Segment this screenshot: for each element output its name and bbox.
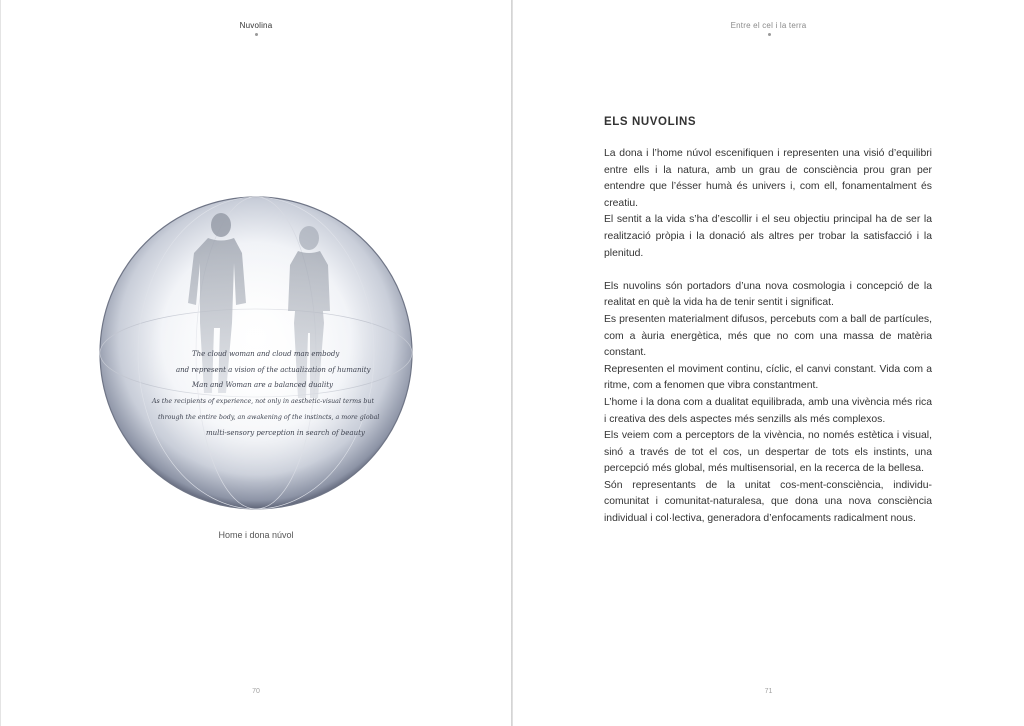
paragraph: Són representants de la unitat cos-ment-consciència, individu-comunitat i comunitat-naturalesa, que dona una nova consciència individual i col·lectiva, generadora d’enfocaments radicalment nous. [604, 479, 932, 525]
running-head-dot-right [768, 33, 771, 36]
page-number-right: 71 [764, 688, 773, 695]
running-head-dot-left [255, 33, 258, 36]
svg-text:through the entire body, an aw: through the entire body, an awakening of the instincts, a more global [158, 414, 380, 421]
paragraph: La dona i l’home núvol escenifiquen i representen una visió d’equilibri entre ells i la natura, amb un grau de consciència prou gran per entendre que l’ésser humà és univers i, com ell, fonamentalment és creatiu. [604, 148, 932, 209]
paragraph: El sentit a la vida s’ha d’escollir i el seu objectiu principal ha de ser la realització pròpia i la donació als altres per trobar la satisfacció i la plenitud. [604, 214, 932, 259]
sphere-svg [96, 193, 416, 513]
body-text [604, 146, 932, 528]
running-head-left: Nuvolina [239, 21, 273, 30]
figure-caption: Home i dona núvol [218, 530, 294, 540]
paragraph: L’home i la dona com a dualitat equilibrada, amb una vivència més rica i creativa des dels aspectes més senzills als més complexos. [604, 396, 932, 425]
sphere-illustration [96, 193, 416, 513]
paragraph: Els nuvolins són portadors d’una nova cosmologia i concepció de la realitat en què la vida ha de tenir sentit i significat. [604, 280, 932, 309]
svg-text:and represent a vision of the: and represent a vision of the actualization of humanity [176, 366, 371, 374]
running-head-right: Entre el cel i la terra [730, 21, 807, 30]
section-title: ELS NUVOLINS [604, 116, 697, 128]
svg-text:The cloud woman and cloud man: The cloud woman and cloud man embody [192, 350, 340, 358]
svg-text:As the recipients of experienc: As the recipients of experience, not only in aesthetic-visual terms but [152, 398, 374, 405]
paragraph: Els veiem com a perceptors de la vivència, no només estètica i visual, sinó a través de tot el cos, un despertar de tots els instints, una percepció més global, més multisensorial, en la recerca de la bellesa. [604, 430, 932, 475]
page-number-left: 70 [252, 688, 260, 695]
svg-text:Man and Woman are a balanced d: Man and Woman are a balanced duality [192, 381, 333, 389]
svg-text:multi-sensory perception in se: multi-sensory perception in search of beauty [206, 429, 365, 437]
page-edge [0, 0, 1, 726]
paragraph: Representen el moviment continu, cíclic, el canvi constant. Vida com a ritme, com a fenomen que vibra constantment. [604, 363, 932, 392]
paragraph: Es presenten materialment difusos, percebuts com a ball de partícules, com a àuria energètica, més que no com una massa de matèria constant. [604, 313, 932, 359]
